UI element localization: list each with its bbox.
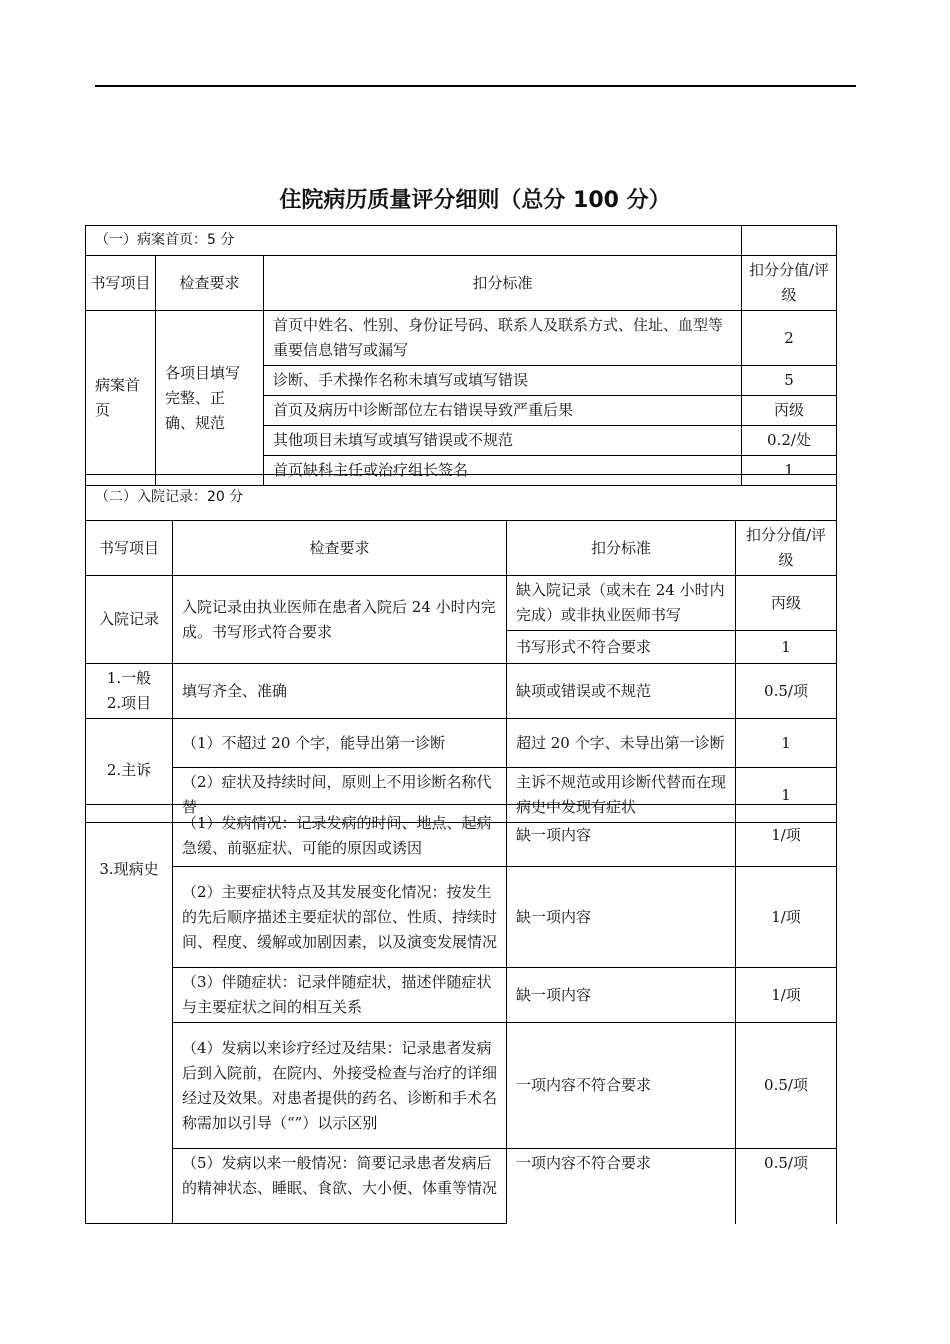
section-heading: （二）入院记录：20 分 [86, 475, 837, 521]
standard-cell: 书写形式不符合要求 [507, 631, 736, 664]
header-score: 扣分分值/评级 [736, 521, 837, 576]
item-cell [86, 664, 173, 719]
standard-cell: 缺一项内容 [507, 805, 736, 867]
score-cell: 1 [742, 456, 837, 486]
empty-cell [742, 226, 837, 256]
requirement-cell: （5）发病以来一般情况：简要记录患者发病后的精神状态、睡眠、食欲、大小便、体重等情况 [173, 1149, 507, 1224]
header-rule [95, 85, 856, 87]
requirement-cell: 各项目填写完整、正确、规范 [156, 311, 264, 486]
requirement-cell: （1）不超过 20 个字，能导出第一诊断 [173, 719, 507, 768]
header-item: 书写项目 [86, 521, 173, 576]
score-cell: 0.5/项 [736, 1023, 837, 1149]
header-score: 扣分分值/评级 [742, 256, 837, 311]
standard-cell: 一项内容不符合要求 [507, 1023, 736, 1149]
standard-cell: 缺入院记录（或未在 24 小时内完成）或非执业医师书写 [507, 576, 736, 631]
score-cell: 丙级 [736, 576, 837, 631]
requirement-cell: 入院记录由执业医师在患者入院后 24 小时内完成。书写形式符合要求 [173, 576, 507, 664]
item-cell: 入院记录 [86, 576, 173, 664]
header-standard: 扣分标准 [507, 521, 736, 576]
score-cell: 1 [736, 768, 837, 823]
requirement-cell: （1）发病情况：记录发病的时间、地点、起病急缓、前驱症状、可能的原因或诱因 [173, 805, 507, 867]
score-cell: 1/项 [736, 867, 837, 968]
standard-cell: 主诉不规范或用诊断代替而在现病史中发现有症状 [507, 768, 736, 823]
item-cell: 2.主诉 [86, 719, 173, 823]
section-heading: （一）病案首页：5 分 [86, 226, 742, 256]
header-requirement: 检查要求 [173, 521, 507, 576]
score-cell: 5 [742, 366, 837, 396]
header-standard: 扣分标准 [264, 256, 742, 311]
score-cell: 1/项 [736, 805, 837, 867]
requirement-cell: 填写齐全、准确 [173, 664, 507, 719]
item-cell: 病案首页 [86, 311, 156, 486]
standard-cell: 缺项或错误或不规范 [507, 664, 736, 719]
standard-cell: 其他项目未填写或填写错误或不规范 [264, 426, 742, 456]
requirement-cell: （2）主要症状特点及其发展变化情况：按发生的先后顺序描述主要症状的部位、性质、持续时间、程度、缓解或加剧因素，以及演变发展情况 [173, 867, 507, 968]
item-line: 1.一般 [106, 669, 152, 687]
score-cell: 0.5/项 [736, 1149, 837, 1224]
present-illness-table [85, 804, 837, 1224]
page-title: 住院病历质量评分细则（总分 100 分） [279, 188, 671, 213]
standard-cell: 缺一项内容 [507, 968, 736, 1023]
item-line: 2.项目 [106, 694, 152, 712]
score-cell: 丙级 [742, 396, 837, 426]
requirement-cell: （3）伴随症状：记录伴随症状，描述伴随症状与主要症状之间的相互关系 [173, 968, 507, 1023]
score-cell: 0.5/项 [736, 664, 837, 719]
score-cell: 0.2/处 [742, 426, 837, 456]
standard-cell: 缺一项内容 [507, 867, 736, 968]
standard-cell: 诊断、手术操作名称未填写或填写错误 [264, 366, 742, 396]
requirement-cell: （2）症状及持续时间，原则上不用诊断名称代替 [173, 768, 507, 823]
header-item: 书写项目 [86, 256, 156, 311]
header-requirement: 检查要求 [156, 256, 264, 311]
score-cell: 1/项 [736, 968, 837, 1023]
admission-record-table [85, 474, 837, 823]
requirement-cell: （4）发病以来诊疗经过及结果：记录患者发病后到入院前，在院内、外接受检查与治疗的详细经过及效果。对患者提供的药名、诊断和手术名称需加以引导（“”）以示区别 [173, 1023, 507, 1149]
medical-record-front-page-table [85, 225, 837, 486]
standard-cell: 首页及病历中诊断部位左右错误导致严重后果 [264, 396, 742, 426]
score-cell: 2 [742, 311, 837, 366]
score-cell: 1 [736, 719, 837, 768]
standard-cell: 首页中姓名、性别、身份证号码、联系人及联系方式、住址、血型等重要信息错写或漏写 [264, 311, 742, 366]
standard-cell: 首页缺科主任或治疗组长签名 [264, 456, 742, 486]
item-cell: 3.现病史 [86, 805, 173, 1224]
score-cell: 1 [736, 631, 837, 664]
standard-cell: 超过 20 个字、未导出第一诊断 [507, 719, 736, 768]
standard-cell: 一项内容不符合要求 [507, 1149, 736, 1224]
